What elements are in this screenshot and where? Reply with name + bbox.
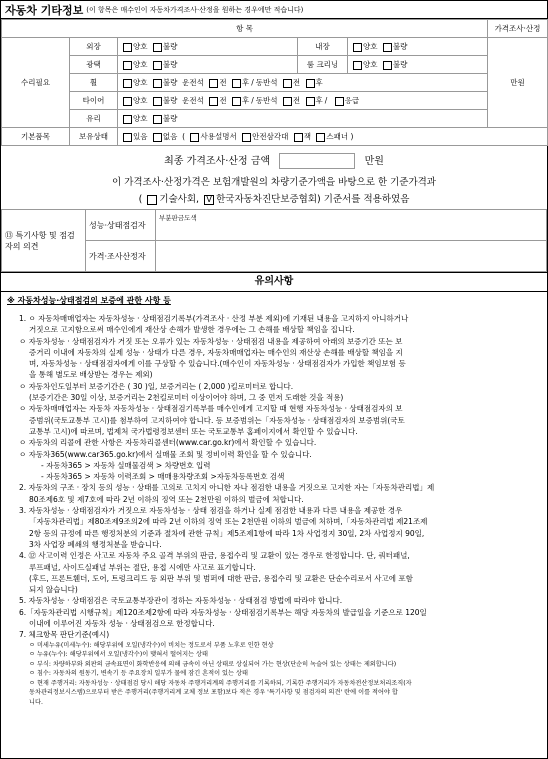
- option1-checkbox[interactable]: [147, 195, 157, 205]
- notice-line: 증거리 이내에 자동차의 실제 성능 · 상태가 다른 경우, 자동차매매업자는 매수인의 재산상 손해를 배상할 책임을 지: [29, 347, 403, 357]
- option-good: 양호: [133, 78, 148, 87]
- notice-line: 6.「자동차관리법 시행규칙」제120조제2항에 따라 자동차성능 · 상태점검기록부는 해당 자동차의 발급일을 기준으로 120일: [19, 607, 427, 617]
- option-good: 양호: [363, 60, 378, 69]
- room-cleaning-options: [348, 56, 488, 74]
- notice-line: ㅇ 자동차매매업자는 자동차 자동차성능 · 상태점검기록부를 매수인에게 고지할 때 현행 자동차성능 · 상태점검자의 보: [19, 404, 403, 414]
- interior-bad-checkbox[interactable]: [383, 43, 392, 52]
- option-bad: 불량: [162, 114, 178, 123]
- option-bad: 불량: [162, 96, 178, 105]
- rear-label: 후: [241, 78, 250, 87]
- option-good: 양호: [133, 60, 148, 69]
- notice-line: 거짓으로 고지함으로써 매수인에게 재산상 손해가 발생한 경우에는 그 손해를 배상할 책임을 집니다.: [29, 325, 355, 335]
- exterior-bad-checkbox[interactable]: [153, 43, 162, 52]
- tire-label: 타이어: [70, 92, 118, 110]
- option-bad: 불량: [392, 42, 408, 51]
- opinion-table: [1, 209, 547, 272]
- criteria-line: ㅇ 부식: 차량하부와 외판의 금속표면이 화학반응에 의해 금속이 아닌 상태로 상실되어 가는 현상(단순히 녹슬어 있는 상태는 제외합니다): [29, 660, 397, 668]
- notice-body: [19, 313, 535, 707]
- option1-label: 기술사회: [159, 194, 197, 205]
- criteria-line: ㅇ 누유(누수): 해당부위에서 오일(냉각수)이 맺혀서 떨어지는 상태: [29, 651, 208, 659]
- option-bad: 불량: [392, 60, 408, 69]
- front-label: 전: [292, 96, 301, 105]
- other-info-table: [1, 19, 548, 146]
- wheel-good-checkbox[interactable]: [123, 79, 132, 88]
- notice-line: 되지 않습니다): [29, 585, 78, 595]
- notice-line: 3차 사업장 폐쇄의 행정처분을 받습니다.: [29, 539, 162, 549]
- notice-line: (보증기간은 30일 이상, 보증거리는 2천킬로미터 이상이어야 하며, 그 중 먼저 도래한 것을 적용): [29, 393, 344, 403]
- option-bad: 불량: [162, 42, 178, 51]
- option-bad: 불량: [162, 78, 178, 87]
- criteria-line: 동차관리정보시스템)으로부터 받은 주행거리(주행거리계 교체 정보 포함)보다 적은 경우 '특기사항 및 점검자의 의견' 란에 이를 적어야 합: [29, 689, 398, 697]
- price-column-header: 가격조사·산정: [488, 20, 548, 38]
- criteria-line: ㅇ 현재 주행거리: 자동차성능 · 상태점검 당시 해당 자동차 주행거리계의 주행거리를 기록하되, 기록한 주행거리가 자동차전산정보처리조직(자: [29, 679, 412, 687]
- notice-title: 유의사항: [1, 272, 547, 292]
- notice-line: 2항 등의 규정에 따른 행정처분의 기준과 절차에 관한 규칙」제5조제1항에 따라 1차 사업정지 30일, 2차 사업정지 90일,: [29, 528, 425, 538]
- notice-line: ㅇ 자동차365(www.car365.go.kr)에서 실매물 조회 및 정비이력 확인을 할 수 있습니다.: [19, 449, 312, 459]
- notice-line: 루프패널, 사이드실패널 부위는 절단, 용접 시에만 사고로 표기합니다.: [29, 562, 256, 572]
- glass-good-checkbox[interactable]: [123, 115, 132, 124]
- section-note: (이 항목은 매수인이 자동차가격조사·산정을 원하는 경우에만 적습니다): [86, 5, 304, 14]
- notice-line: 「자동차관리법」제80조제9조의2에 따라 2년 이하의 징역 또는 2천만원 이하의 벌금에 처하며,「자동차관리법 제21조제: [29, 517, 428, 527]
- tire-bad-checkbox[interactable]: [153, 97, 162, 106]
- notice-line: 4. ⑫ 사고이력 인정은 사고로 자동차 주요 골격 부위의 판금, 용접수리 및 교환이 있는 경우로 한정합니다. 단, 쿼터패널,: [19, 551, 410, 561]
- section-title: 자동차 기타정보: [5, 3, 84, 17]
- notice-line: 2. 자동차의 구조 · 장치 등의 성능 · 상태를 고의로 고치지 아니한 자나 점검한 내용을 거짓으로 고지한 자는「자동차관리법」제: [19, 483, 435, 493]
- criteria-line: ㅇ 미세누유(미세누수): 해당부위에 오일(냉각수)이 비치는 정도로서 부품 노후로 인한 현상: [29, 641, 274, 649]
- basis-suffix: ) 기준서를 적용하였음: [317, 194, 410, 205]
- notice-line: 1. ㅇ 자동차매매업자는 자동차성능 · 상태점검기록부(가격조사 · 산정 부분 제외)에 기재된 내용을 고지하지 아니하거나: [19, 314, 409, 323]
- possession-label: 보유상태: [70, 128, 118, 146]
- final-price-row: [1, 152, 547, 169]
- notice-line: (후드, 프론트휀더, 도어, 트렁크리드 등 외판 부위 및 범퍼에 대한 판금, 용접수리 및 교환은 단순수리로서 사고에 포함: [29, 573, 413, 583]
- room-cleaning-label: 룸 크리닝: [298, 56, 348, 74]
- final-price-unit: 만원: [364, 156, 384, 167]
- passenger-seat-label: 동반석: [255, 96, 278, 105]
- final-price-section: [1, 146, 547, 208]
- notice-line: 3. 자동차성능 · 상태점검자가 거짓으로 자동차성능 · 상태 점검을 하거나 실제 점검한 내용과 다른 내용을 제공한 경우: [19, 506, 403, 516]
- final-price-input[interactable]: [279, 153, 355, 169]
- item-column-header: 항 목: [2, 20, 488, 38]
- wheel-label: 휠: [70, 74, 118, 92]
- notice-line: 7. 체크항목 판단기준(예시): [19, 630, 110, 640]
- price-value: 만원: [488, 38, 548, 128]
- manual-label: 사용설명서: [200, 132, 237, 141]
- inspector-opinion[interactable]: 부분판금도색: [156, 210, 547, 241]
- glass-bad-checkbox[interactable]: [153, 115, 162, 124]
- triangle-checkbox[interactable]: [242, 133, 251, 142]
- triangle-label: 안전삼각대: [252, 132, 289, 141]
- gloss-bad-checkbox[interactable]: [153, 61, 162, 70]
- interior-good-checkbox[interactable]: [353, 43, 362, 52]
- notice-line: 교통부 고시)에 따르며, 법제처 국가법령정보센터 또는 국토교통부 홈페이지에서 확인할 수 있습니다.: [29, 426, 358, 436]
- criteria-line: ㅇ 침수: 자동차의 원동기, 변속기 등 주요장치 일부가 물에 잠긴 흔적이 있는 상태: [29, 670, 248, 678]
- option2-checkbox[interactable]: V: [204, 195, 214, 205]
- have-checkbox[interactable]: [123, 133, 132, 142]
- basic-items-options: 있음 없음 ( 사용설명서 안전삼각대 잭 스패너 ): [118, 128, 548, 146]
- jack-checkbox[interactable]: [294, 133, 303, 142]
- exterior-options: [118, 38, 298, 56]
- rear-label: 후: [315, 96, 323, 105]
- gloss-label: 광택: [70, 56, 118, 74]
- have-label: 있음: [133, 132, 148, 141]
- none-label: 없음: [162, 132, 178, 141]
- exterior-good-checkbox[interactable]: [123, 43, 132, 52]
- jack-label: 잭: [303, 132, 311, 141]
- tire-driver-front-checkbox[interactable]: [209, 97, 218, 106]
- manual-checkbox[interactable]: [190, 133, 199, 142]
- notice-line: 증범위(국토교통부 고시)를 첨부하여 고지하여야 합니다. 등 보증범위는「자동차성능 · 상태점검자의 보증범위(국토: [29, 415, 405, 425]
- gloss-options: [118, 56, 298, 74]
- appraiser-opinion[interactable]: [156, 241, 547, 272]
- room-cleaning-bad-checkbox[interactable]: [383, 61, 392, 70]
- notice-subhead: ※ 자동차성능·상태점검의 보증에 관한 사항 등: [7, 296, 171, 305]
- spanner-label: 스패너: [326, 132, 349, 141]
- glass-options: [118, 110, 488, 128]
- notice-line: ㅇ 자동차인도일부터 보증기간은 ( 30 )일, 보증거리는 ( 2,000 )킬로미터로 합니다.: [19, 381, 294, 391]
- notice-line: 이내에 이루어진 자동차 성능 · 상태점검으로 한정합니다.: [29, 619, 215, 629]
- opinion-label: ⑬ 특기사항 및 점검자의 의견: [2, 210, 86, 272]
- gloss-good-checkbox[interactable]: [123, 61, 132, 70]
- notice-line: - 자동차365 > 자동차 실매물검색 > 차량번호 입력: [41, 460, 211, 470]
- option-good: 양호: [133, 42, 148, 51]
- option2-label: 한국자동차진단보증협회: [216, 194, 318, 205]
- tire-passenger-front-checkbox[interactable]: [283, 97, 292, 106]
- rear-label: 후: [315, 78, 323, 87]
- emergency-label: 응급: [344, 96, 360, 105]
- option-good: 양호: [133, 96, 148, 105]
- other-info-header: [1, 1, 547, 19]
- notice-line: - 자동차365 > 자동차 이력조회 > 매매용차량조회 >자동차등록번호 검색: [41, 472, 285, 482]
- final-price-label: 최종 가격조사·산정 금액: [164, 156, 271, 167]
- rear-label: 후: [241, 96, 250, 105]
- front-label: 전: [219, 96, 227, 105]
- basic-items-label: 기본품목: [2, 128, 70, 146]
- exterior-label: 외장: [70, 38, 118, 56]
- wheel-options: 양호 불량 운전석 전 후 / 동반석 전 후: [118, 74, 488, 92]
- notice-line: 을 통해 별도로 배상받는 경우는 제외): [29, 370, 153, 380]
- option-bad: 불량: [162, 60, 178, 69]
- notice-line: ㅇ 자동차성능 · 상태점검자가 거짓 또는 오류가 있는 자동차성능 · 상태점검 내용을 제공하여 아래의 보증기간 또는 보: [19, 336, 403, 346]
- passenger-seat-label: 동반석: [255, 78, 278, 87]
- inspector-label: 성능·상태점검자: [86, 210, 156, 241]
- appraiser-label: 가격·조사산정자: [86, 241, 156, 272]
- tire-emergency-checkbox[interactable]: [335, 97, 344, 106]
- repair-needed-label: 수리필요: [2, 38, 70, 128]
- tire-driver-rear-checkbox[interactable]: [232, 97, 241, 106]
- wheel-passenger-front-checkbox[interactable]: [283, 79, 292, 88]
- driver-seat-label: 운전석: [182, 96, 204, 105]
- tire-good-checkbox[interactable]: [123, 97, 132, 106]
- wheel-driver-front-checkbox[interactable]: [209, 79, 218, 88]
- criteria-line: 니다.: [29, 698, 43, 706]
- option-good: 양호: [133, 114, 148, 123]
- notice-line: 며, 자동차성능 · 상태점검자에게 이를 구상할 수 있습니다.(매수인이 자동차성능 · 상태점검자가 가입한 책임보험 등: [29, 359, 406, 369]
- notice-line: 5. 자동차성능 · 상태점검은 국토교통부장관이 정하는 자동차성능 · 상태점검 방법에 따라야 합니다.: [19, 596, 343, 606]
- room-cleaning-good-checkbox[interactable]: [353, 61, 362, 70]
- notice-line: ㅇ 자동차의 리콜에 관한 사항은 자동차리콜센터(www.car.go.kr)에서 확인할 수 있습니다.: [19, 438, 317, 448]
- wheel-bad-checkbox[interactable]: [153, 79, 162, 88]
- notice-line: 80조제6호 및 제7호에 따라 2년 이하의 징역 또는 2천만원 이하의 벌금에 처합니다.: [29, 494, 304, 504]
- driver-seat-label: 운전석: [182, 78, 204, 87]
- none-checkbox[interactable]: [153, 133, 162, 142]
- interior-label: 내장: [298, 38, 348, 56]
- price-basis-line2: ( 기술사회, V 한국자동차진단보증협회) 기준서를 적용하였음: [138, 194, 410, 205]
- front-label: 전: [219, 78, 227, 87]
- wheel-passenger-rear-checkbox[interactable]: [306, 79, 315, 88]
- interior-options: [348, 38, 488, 56]
- tire-options: 양호 불량 운전석 전 후 / 동반석 전 후 / 응급: [118, 92, 488, 110]
- tire-passenger-rear-checkbox[interactable]: [306, 97, 315, 106]
- option-good: 양호: [363, 42, 378, 51]
- wheel-driver-rear-checkbox[interactable]: [232, 79, 241, 88]
- price-basis-line1: 이 가격조사·산정가격은 보험개발원의 차량기준가액을 바탕으로 한 기준가격과: [112, 177, 436, 188]
- front-label: 전: [292, 78, 301, 87]
- glass-label: 유리: [70, 110, 118, 128]
- spanner-checkbox[interactable]: [316, 133, 325, 142]
